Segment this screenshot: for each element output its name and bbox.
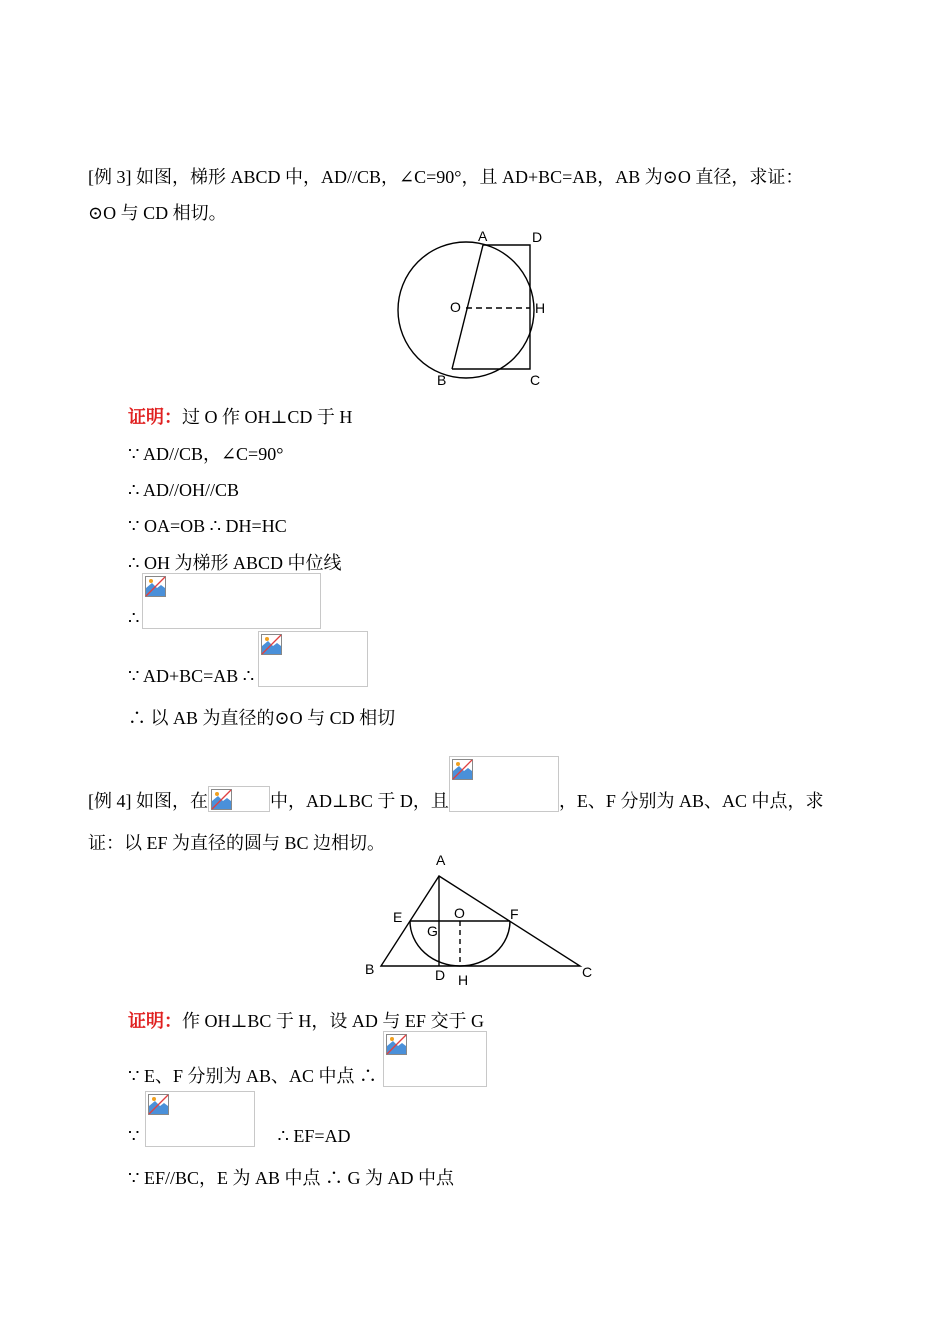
ex4-line1-part-a: [例 4] 如图，在 xyxy=(88,791,208,811)
example3-step-2: ∴ AD//OH//CB xyxy=(128,480,239,500)
label-d: D xyxy=(532,229,543,245)
ex4-line1-part-b: 中，AD⊥BC 于 D，且 xyxy=(270,791,449,811)
example4-step-1 xyxy=(128,1031,487,1087)
label-g: G xyxy=(427,923,438,939)
example4-figure xyxy=(360,850,600,990)
example3-step-4: ∴ OH 为梯形 ABCD 中位线 xyxy=(128,553,342,573)
example3-step-3: ∵ OA=OB ∴ DH=HC xyxy=(128,516,287,536)
proof-first-step: 作 OH⊥BC 于 H，设 AD 与 EF 交于 G xyxy=(182,1011,484,1031)
broken-image-placeholder xyxy=(142,573,321,629)
example3-proof-intro xyxy=(128,406,352,428)
example4-step-2 xyxy=(128,1091,351,1147)
example4-statement-line1 xyxy=(88,756,823,812)
broken-image-placeholder xyxy=(208,786,270,812)
broken-image-icon xyxy=(261,634,282,655)
example4-step-3: ∵ EF//BC，E 为 AB 中点 ∴ G 为 AD 中点 xyxy=(128,1168,454,1188)
example3-conclusion: ∴ 以 AB 为直径的⊙O 与 CD 相切 xyxy=(128,708,396,728)
label-c: C xyxy=(582,964,593,980)
ex4-line1-part-c: ，E、F 分别为 AB、AC 中点，求 xyxy=(558,791,824,811)
example4-proof-intro xyxy=(128,1010,484,1032)
broken-image-icon xyxy=(145,576,166,597)
step6-prefix: ∵ AD+BC=AB ∴ xyxy=(128,666,255,686)
broken-image-icon xyxy=(386,1034,407,1055)
label-a: A xyxy=(478,228,488,244)
example3-figure xyxy=(395,228,555,390)
example3-step-1: ∵ AD//CB，∠C=90° xyxy=(128,444,284,464)
ex4-step2-prefix: ∵ xyxy=(128,1126,140,1146)
broken-image-icon xyxy=(148,1094,169,1115)
trapezoid-outline xyxy=(452,245,530,369)
example3-statement-line1: [例 3] 如图，梯形 ABCD 中，AD//CB，∠C=90°，且 AD+BC=AB，AB 为⊙O 直径，求证： xyxy=(88,167,804,187)
broken-image-icon xyxy=(452,759,473,780)
label-d: D xyxy=(435,967,446,983)
ex4-step1-prefix: ∵ E、F 分别为 AB、AC 中点 ∴ xyxy=(128,1066,377,1086)
label-c: C xyxy=(530,372,541,388)
broken-image-placeholder xyxy=(145,1091,255,1147)
label-a: A xyxy=(436,852,446,868)
broken-image-icon xyxy=(211,789,232,810)
label-f: F xyxy=(510,906,519,922)
label-b: B xyxy=(437,372,447,388)
example4-statement-line2: 证：以 EF 为直径的圆与 BC 边相切。 xyxy=(88,833,386,853)
proof-label: 证明： xyxy=(128,1011,182,1031)
example3-statement-line2: ⊙O 与 CD 相切。 xyxy=(88,203,227,223)
label-h: H xyxy=(458,972,469,988)
broken-image-placeholder xyxy=(383,1031,487,1087)
broken-image-placeholder xyxy=(258,631,368,687)
example3-step-6 xyxy=(128,631,368,687)
step5-prefix: ∴ xyxy=(128,608,140,628)
label-e: E xyxy=(393,909,403,925)
circle-o xyxy=(398,242,534,378)
broken-image-placeholder xyxy=(449,756,559,812)
label-h: H xyxy=(535,300,546,316)
label-b: B xyxy=(365,961,375,977)
label-o: O xyxy=(450,299,461,315)
ex4-step2-suffix: ∴ EF=AD xyxy=(277,1126,351,1146)
example3-step-5 xyxy=(128,573,321,629)
proof-label: 证明： xyxy=(128,407,182,427)
label-o: O xyxy=(454,905,465,921)
proof-first-step: 过 O 作 OH⊥CD 于 H xyxy=(182,407,353,427)
